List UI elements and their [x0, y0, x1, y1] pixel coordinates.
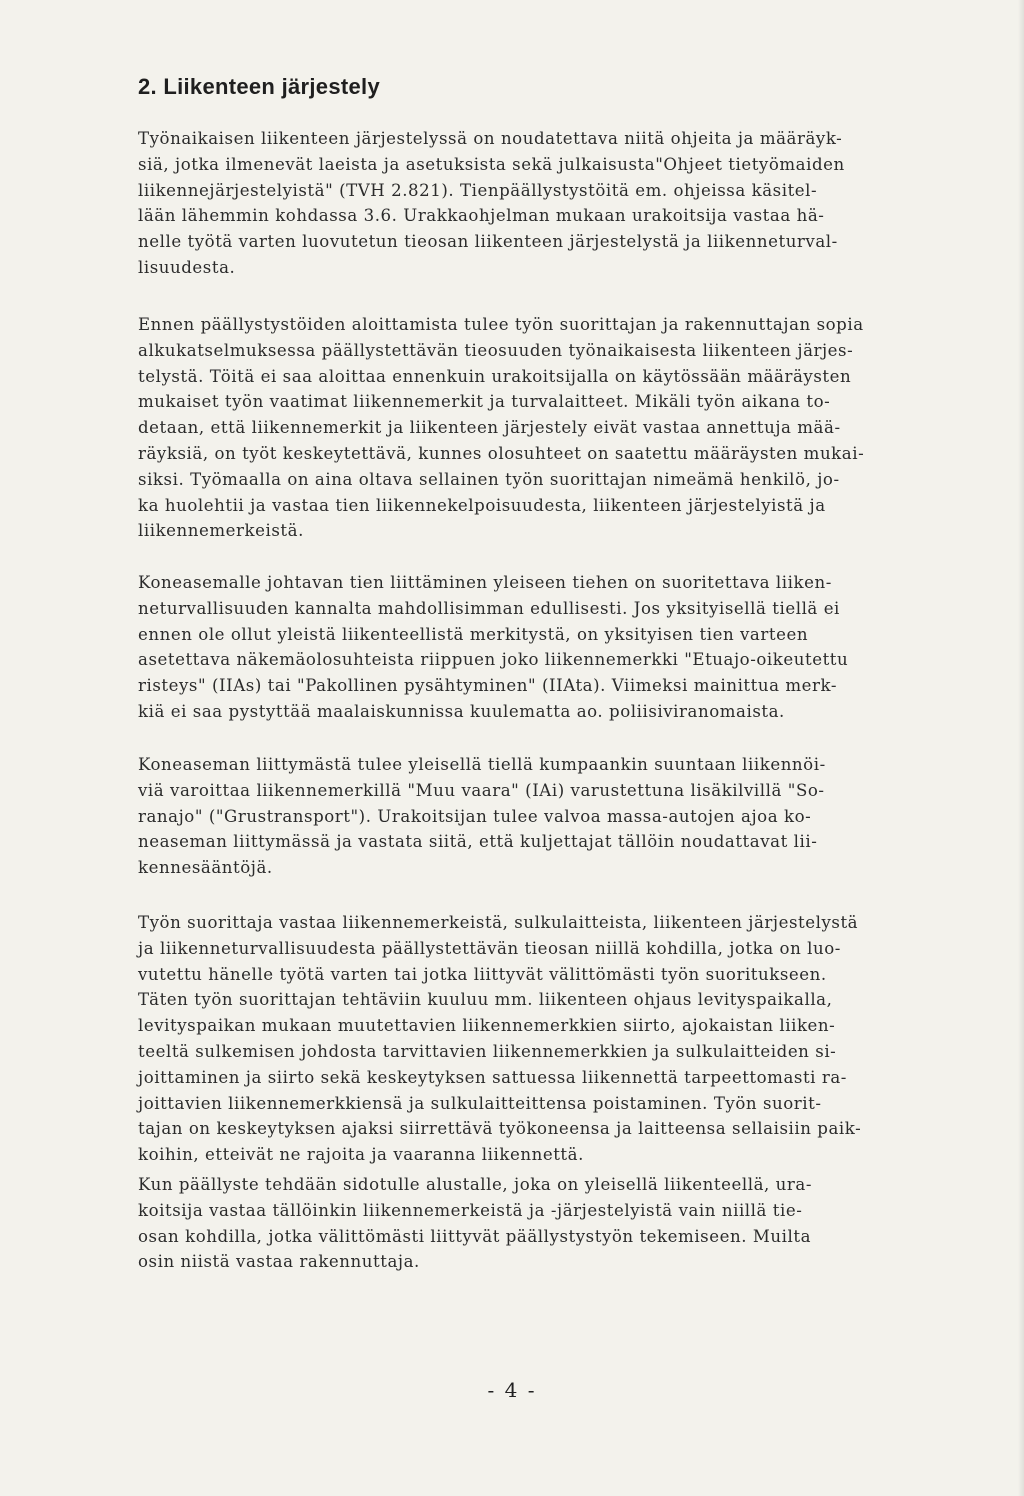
page-number: - 4 - — [487, 1378, 537, 1402]
text-line: ka huolehtii ja vastaa tien liikennekelpoisuudesta, liikenteen järjestelyistä ja — [138, 495, 826, 515]
paragraph-4 — [138, 752, 980, 881]
text-line: osin niistä vastaa rakennuttaja. — [138, 1252, 420, 1272]
text-line: asetettava näkemäolosuhteista riippuen joko liikennemerkki "Etuajo-oikeutettu — [138, 650, 849, 670]
scan-edge-shadow — [1018, 0, 1024, 1496]
text-line: liikennemerkeistä. — [138, 521, 304, 541]
text-line: koitsija vastaa tällöinkin liikennemerkeistä ja -järjestelyistä vain niillä tie- — [138, 1200, 803, 1220]
text-line: räyksiä, on työt keskeytettävä, kunnes olosuhteet on saatettu määräysten mukai- — [138, 443, 865, 463]
text-line: neaseman liittymässä ja vastata siitä, että kuljettajat tällöin noudattavat lii- — [138, 832, 818, 852]
text-line: detaan, että liikennemerkit ja liikenteen järjestely eivät vastaa annettuja mää- — [138, 418, 841, 438]
text-line: siä, jotka ilmenevät laeista ja asetuksista sekä julkaisusta"Ohjeet tietyömaiden — [138, 154, 845, 174]
text-line: lisuudesta. — [138, 257, 236, 277]
text-line: koihin, etteivät ne rajoita ja vaaranna liikennettä. — [138, 1145, 584, 1165]
text-line: telystä. Töitä ei saa aloittaa ennenkuin urakoitsijalla on käytössään määräysten — [138, 366, 852, 386]
text-line: ennen ole ollut yleistä liikenteellistä merkitystä, on yksityisen tien varteen — [138, 624, 809, 644]
text-line: tajan on keskeytyksen ajaksi siirrettävä työkoneensa ja laitteensa sellaisiin paik- — [138, 1119, 862, 1139]
text-line: Koneasemalle johtavan tien liittäminen yleiseen tiehen on suoritettava liiken- — [138, 573, 832, 592]
paragraph-3 — [138, 570, 980, 725]
text-line: Täten työn suorittajan tehtäviin kuuluu mm. liikenteen ohjaus levityspaikalla, — [138, 990, 833, 1010]
text-line: nelle työtä varten luovutetun tieosan liikenteen järjestelystä ja liikenneturval- — [138, 232, 838, 252]
text-line: osan kohdilla, jotka välittömästi liittyvät päällystystyön tekemiseen. Muilta — [138, 1226, 812, 1246]
text-line: ja liikenneturvallisuudesta päällystettävän tieosan niillä kohdilla, jotka on luo- — [138, 938, 841, 958]
paragraph-6 — [138, 1172, 980, 1275]
section-heading: 2. Liikenteen järjestely — [138, 74, 380, 99]
text-line: lään lähemmin kohdassa 3.6. Urakkaohjelman mukaan urakoitsija vastaa hä- — [138, 206, 825, 226]
paragraph-5 — [138, 910, 980, 1168]
text-line: viä varoittaa liikennemerkillä "Muu vaara" (IAi) varustettuna lisäkilvillä "So- — [138, 780, 825, 800]
text-line: siksi. Työmaalla on aina oltava sellainen työn suorittajan nimeämä henkilö, jo- — [138, 469, 840, 489]
text-line: alkukatselmuksessa päällystettävän tieosuuden työnaikaisesta liikenteen järjes- — [138, 340, 854, 360]
text-line: levityspaikan mukaan muutettavien liikennemerkkien siirto, ajokaistan liiken- — [138, 1016, 836, 1036]
text-line: ranajo" ("Grustransport"). Urakoitsijan tulee valvoa massa-autojen ajoa ko- — [138, 806, 812, 826]
paragraph-1 — [138, 126, 980, 281]
text-line: joittaminen ja siirto sekä keskeytyksen sattuessa liikennettä tarpeettomasti ra- — [138, 1067, 847, 1087]
text-line: mukaiset työn vaatimat liikennemerkit ja turvalaitteet. Mikäli työn aikana to- — [138, 392, 831, 412]
text-line: vutettu hänelle työtä varten tai jotka liittyvät välittömästi työn suoritukseen. — [138, 964, 827, 984]
text-line: Työnaikaisen liikenteen järjestelyssä on noudatettava niitä ohjeita ja määräyk- — [138, 129, 843, 148]
text-line: kennesääntöjä. — [138, 858, 273, 878]
text-line: risteys" (IIAs) tai "Pakollinen pysähtyminen" (IIAta). Viimeksi mainittua merk- — [138, 676, 837, 696]
text-line: kiä ei saa pystyttää maalaiskunnissa kuulematta ao. poliisiviranomaista. — [138, 701, 785, 721]
text-line: liikennejärjestelyistä" (TVH 2.821). Tienpäällystystöitä em. ohjeissa käsitel- — [138, 180, 818, 200]
paragraph-2 — [138, 312, 980, 544]
text-line: neturvallisuuden kannalta mahdollisimman edullisesti. Jos yksityisellä tiellä ei — [138, 598, 840, 618]
text-line: Työn suorittaja vastaa liikennemerkeistä, sulkulaitteista, liikenteen järjestelystä — [138, 913, 859, 932]
text-line: Koneaseman liittymästä tulee yleisellä tiellä kumpaankin suuntaan liikennöi- — [138, 755, 826, 774]
text-line: teeltä sulkemisen johdosta tarvittavien liikennemerkkien ja sulkulaitteiden si- — [138, 1041, 837, 1061]
text-line: joittavien liikennemerkkiensä ja sulkulaitteittensa poistaminen. Työn suorit- — [138, 1093, 822, 1113]
text-line: Ennen päällystystöiden aloittamista tulee työn suorittajan ja rakennuttajan sopia — [138, 315, 864, 334]
text-line: Kun päällyste tehdään sidotulle alustalle, joka on yleisellä liikenteellä, ura- — [138, 1175, 813, 1194]
